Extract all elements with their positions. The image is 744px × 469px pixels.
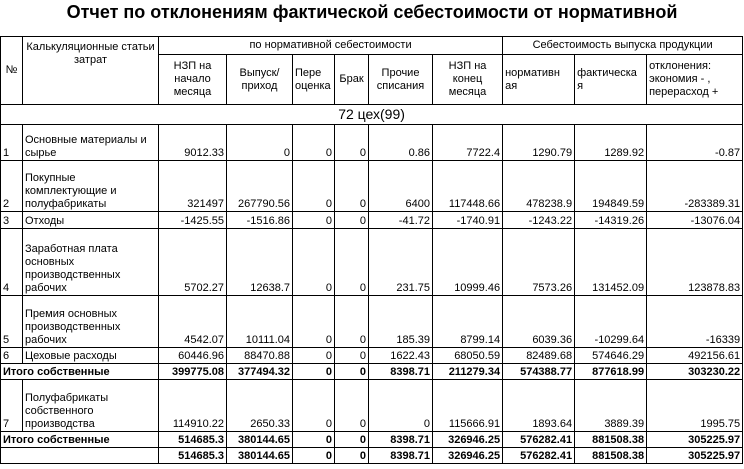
row-item-name: Заработная плата основных производственных рабочих xyxy=(23,229,159,296)
cell-normative: 6039.36 xyxy=(503,296,575,348)
cell-nzp-start: 399775.08 xyxy=(159,364,227,380)
total-row xyxy=(1,364,743,380)
cell-actual: 1289.92 xyxy=(575,125,647,161)
cell-actual: -14319.26 xyxy=(575,212,647,229)
cell-nzp-start: 514685.3 xyxy=(159,432,227,448)
header-col-deviation: отклонения: экономия - , перерасход + xyxy=(647,55,743,105)
table-row xyxy=(1,348,743,364)
header-col-actual: фактическа я xyxy=(575,55,647,105)
cell-defect: 0 xyxy=(335,125,369,161)
cell-normative: 82489.68 xyxy=(503,348,575,364)
header-col-normative: нормативн ая xyxy=(503,55,575,105)
row-number: 4 xyxy=(1,229,23,296)
cell-defect: 0 xyxy=(335,296,369,348)
header-col-output-income: Выпуск/ приход xyxy=(227,55,293,105)
cell-revaluation: 0 xyxy=(293,296,335,348)
cell-normative: 7573.26 xyxy=(503,229,575,296)
cell-other-writeoff: 1622.43 xyxy=(369,348,433,364)
cell-nzp-start: 9012.33 xyxy=(159,125,227,161)
row-number: 2 xyxy=(1,161,23,212)
cell-revaluation: 0 xyxy=(293,348,335,364)
cell-actual: 881508.38 xyxy=(575,448,647,464)
cell-normative: 574388.77 xyxy=(503,364,575,380)
total-row xyxy=(1,432,743,448)
cell-defect: 0 xyxy=(335,364,369,380)
cell-normative: 1290.79 xyxy=(503,125,575,161)
cell-defect: 0 xyxy=(335,161,369,212)
cell-nzp-start: 321497 xyxy=(159,161,227,212)
cell-defect: 0 xyxy=(335,432,369,448)
cell-revaluation: 0 xyxy=(293,448,335,464)
cell-normative: 1893.64 xyxy=(503,380,575,432)
cell-defect: 0 xyxy=(335,229,369,296)
cell-output-income: 380144.65 xyxy=(227,448,293,464)
table-row xyxy=(1,229,743,296)
cell-defect: 0 xyxy=(335,348,369,364)
header-col-other-writeoff: Прочие списания xyxy=(369,55,433,105)
cell-nzp-end: 8799.14 xyxy=(433,296,503,348)
cell-nzp-start: 5702.27 xyxy=(159,229,227,296)
cell-other-writeoff: 8398.71 xyxy=(369,364,433,380)
table-row xyxy=(1,296,743,348)
table-row xyxy=(1,125,743,161)
cell-deviation: 303230.22 xyxy=(647,364,743,380)
row-number: 7 xyxy=(1,380,23,432)
cell-output-income: 12638.7 xyxy=(227,229,293,296)
cell-output-income: 88470.88 xyxy=(227,348,293,364)
cell-nzp-end: 10999.46 xyxy=(433,229,503,296)
cell-normative: 576282.41 xyxy=(503,432,575,448)
cell-nzp-end: 211279.34 xyxy=(433,364,503,380)
cell-other-writeoff: 8398.71 xyxy=(369,432,433,448)
cell-output-income: 377494.32 xyxy=(227,364,293,380)
header-group-norm: по нормативной себестоимости xyxy=(159,37,503,55)
report-title: Отчет по отклонениям фактической себестоимости от нормативной xyxy=(66,2,678,22)
cell-actual: -10299.64 xyxy=(575,296,647,348)
cell-actual: 3889.39 xyxy=(575,380,647,432)
section-title: 72 цех(99) xyxy=(1,105,743,125)
cell-normative: 478238.9 xyxy=(503,161,575,212)
cell-nzp-end: 326946.25 xyxy=(433,448,503,464)
cell-normative: 576282.41 xyxy=(503,448,575,464)
cell-other-writeoff: 8398.71 xyxy=(369,448,433,464)
cell-nzp-start: 60446.96 xyxy=(159,348,227,364)
header-col-revaluation: Пере оценка xyxy=(293,55,335,105)
header-col-defect: Брак xyxy=(335,55,369,105)
row-number: 3 xyxy=(1,212,23,229)
cell-output-income: 2650.33 xyxy=(227,380,293,432)
total-label: Итого собственные xyxy=(1,432,159,448)
cell-nzp-end: 7722.4 xyxy=(433,125,503,161)
cell-nzp-start: -1425.55 xyxy=(159,212,227,229)
cell-nzp-end: 68050.59 xyxy=(433,348,503,364)
report-table xyxy=(0,36,743,464)
cell-nzp-start: 114910.22 xyxy=(159,380,227,432)
cell-deviation: -13076.04 xyxy=(647,212,743,229)
cell-revaluation: 0 xyxy=(293,161,335,212)
grand-total-label xyxy=(1,448,159,464)
cell-output-income: 267790.56 xyxy=(227,161,293,212)
cell-deviation: 492156.61 xyxy=(647,348,743,364)
cell-nzp-end: 117448.66 xyxy=(433,161,503,212)
cell-revaluation: 0 xyxy=(293,229,335,296)
row-item-name: Полуфабрикаты собственного производства xyxy=(23,380,159,432)
cell-deviation: -283389.31 xyxy=(647,161,743,212)
cell-actual: 881508.38 xyxy=(575,432,647,448)
cell-other-writeoff: 231.75 xyxy=(369,229,433,296)
cell-actual: 194849.59 xyxy=(575,161,647,212)
cell-defect: 0 xyxy=(335,380,369,432)
table-row xyxy=(1,212,743,229)
cell-other-writeoff: 0.86 xyxy=(369,125,433,161)
grand-total-row xyxy=(1,448,743,464)
cell-output-income: -1516.86 xyxy=(227,212,293,229)
cell-normative: -1243.22 xyxy=(503,212,575,229)
cell-other-writeoff: -41.72 xyxy=(369,212,433,229)
cell-other-writeoff: 185.39 xyxy=(369,296,433,348)
cell-output-income: 10111.04 xyxy=(227,296,293,348)
header-group-output: Себестоимость выпуска продукции xyxy=(503,37,743,55)
cell-other-writeoff: 6400 xyxy=(369,161,433,212)
cell-actual: 877618.99 xyxy=(575,364,647,380)
cell-nzp-start: 514685.3 xyxy=(159,448,227,464)
header-col-nzp-end: НЗП на конец месяца xyxy=(433,55,503,105)
cell-deviation: 123878.83 xyxy=(647,229,743,296)
header-num: № xyxy=(1,37,23,105)
header-group-row xyxy=(1,37,743,55)
cell-deviation: -0.87 xyxy=(647,125,743,161)
total-label: Итого собственные xyxy=(1,364,159,380)
section-row xyxy=(1,105,743,125)
cell-deviation: 305225.97 xyxy=(647,448,743,464)
table-row xyxy=(1,161,743,212)
row-number: 1 xyxy=(1,125,23,161)
cell-defect: 0 xyxy=(335,212,369,229)
header-items: Калькуляционные статьи затрат xyxy=(23,37,159,105)
cell-revaluation: 0 xyxy=(293,212,335,229)
cell-deviation: 305225.97 xyxy=(647,432,743,448)
cell-deviation: -16339 xyxy=(647,296,743,348)
cell-revaluation: 0 xyxy=(293,380,335,432)
row-item-name: Основные материалы и сырье xyxy=(23,125,159,161)
row-item-name: Премия основных производственных рабочих xyxy=(23,296,159,348)
cell-nzp-end: 115666.91 xyxy=(433,380,503,432)
cell-actual: 574646.29 xyxy=(575,348,647,364)
cell-actual: 131452.09 xyxy=(575,229,647,296)
cell-revaluation: 0 xyxy=(293,125,335,161)
cell-nzp-end: -1740.91 xyxy=(433,212,503,229)
row-item-name: Отходы xyxy=(23,212,159,229)
row-number: 6 xyxy=(1,348,23,364)
row-item-name: Покупные комплектующие и полуфабрикаты xyxy=(23,161,159,212)
cell-revaluation: 0 xyxy=(293,364,335,380)
cell-revaluation: 0 xyxy=(293,432,335,448)
cell-nzp-end: 326946.25 xyxy=(433,432,503,448)
row-item-name: Цеховые расходы xyxy=(23,348,159,364)
cell-output-income: 0 xyxy=(227,125,293,161)
cell-deviation: 1995.75 xyxy=(647,380,743,432)
cell-other-writeoff: 0 xyxy=(369,380,433,432)
cell-defect: 0 xyxy=(335,448,369,464)
cell-output-income: 380144.65 xyxy=(227,432,293,448)
cell-nzp-start: 4542.07 xyxy=(159,296,227,348)
table-row xyxy=(1,380,743,432)
row-number: 5 xyxy=(1,296,23,348)
header-col-nzp-start: НЗП на начало месяца xyxy=(159,55,227,105)
